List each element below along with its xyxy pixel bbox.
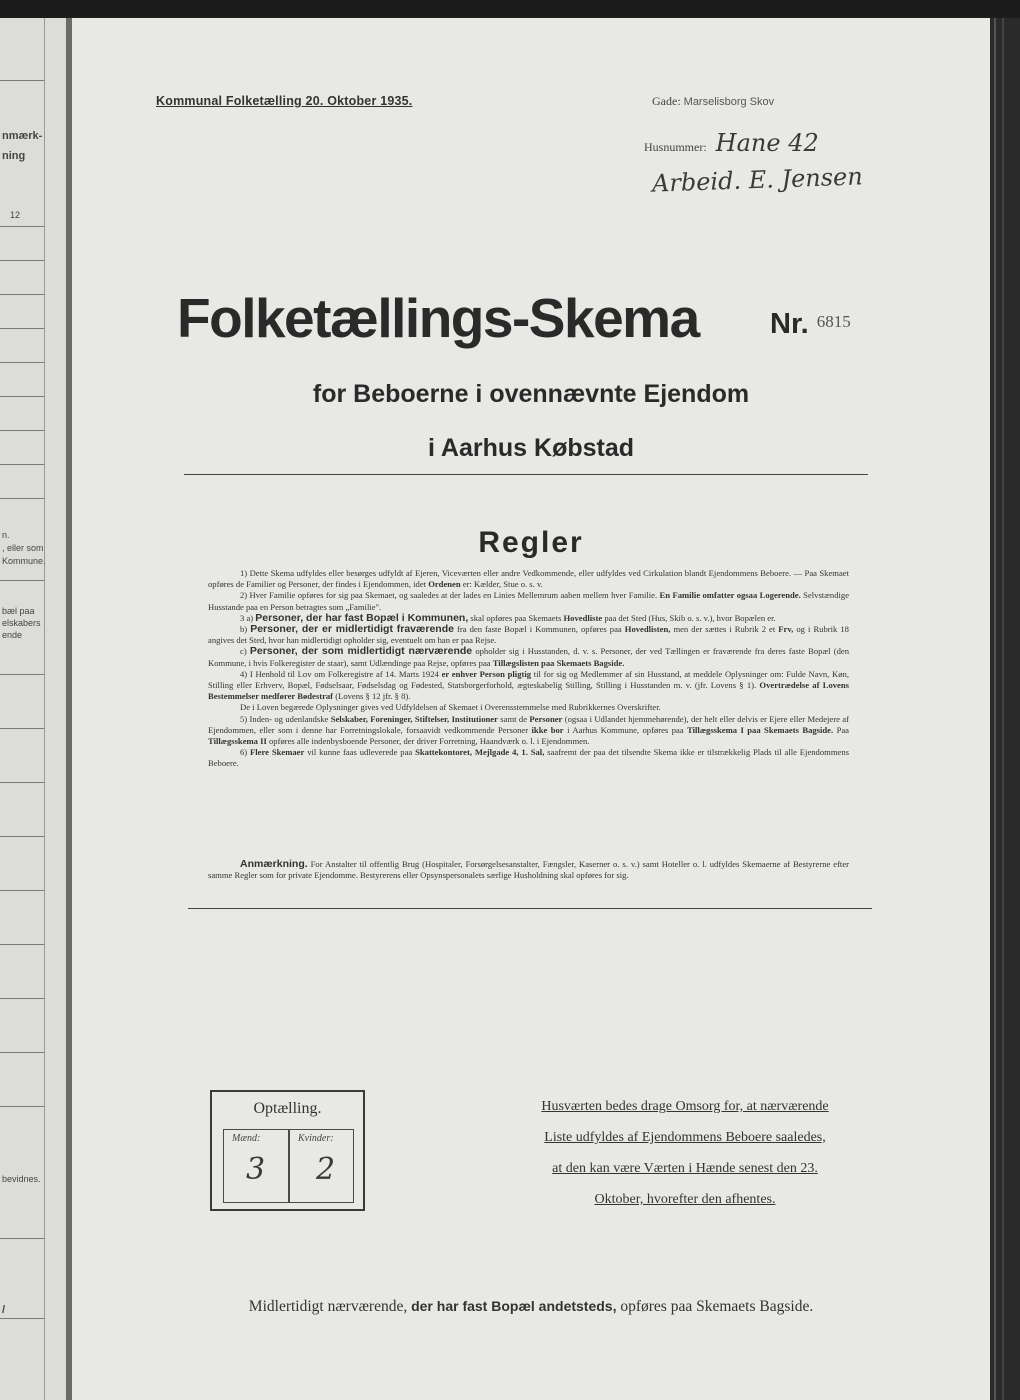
census-form-page: [72, 18, 990, 1400]
men-count: 3: [246, 1152, 266, 1187]
census-header-line: Kommunal Folketælling 20. Oktober 1935.: [156, 94, 413, 108]
men-label: Mænd:: [232, 1133, 261, 1144]
footer-note: [72, 1298, 990, 1316]
rule-3a: 3 a) Personer, der har fast Bopæl i Kommunen, skal opføres paa Skemaets Hovedliste paa det Sted (Hus, Skib o. s. v.), hvor Bopælen er.: [240, 611, 776, 624]
divider: [184, 474, 868, 475]
left-page-text: bæl paa: [2, 606, 35, 616]
street-value: Marselisborg Skov: [683, 96, 775, 108]
left-page-rule: [0, 944, 44, 945]
left-page-text: ning: [2, 150, 26, 162]
rule-4b: De i Loven begærede Oplysninger gives ved Udfyldelsen af Skemaet i Overensstemmelse med Rubrikkernes Overskrifter.: [240, 702, 661, 713]
left-page-text: /: [2, 1304, 6, 1316]
left-page-rule: [0, 1052, 44, 1053]
rule-4: 4) I Henhold til Lov om Folkeregistre af 14. Marts 1924 er enhver Person pligtig til for sig og Medlemmer af sin Husstand, at meddele Oplysninger om: Fulde Navn, Køn, Stilling eller Erhverv, Bopæl, Fødselsaar, Fødselsdag og Fødested, Statsborgerforhold, ægteskabelig Stilling, Stilling i Husstanden m. v. (jfr. Lovens § 1). Overtrædelse af Lovens Bestemmelser medfører Bødestraf (Lovens § 12 jfr. § 8).: [208, 668, 849, 702]
note-paragraph: [208, 859, 849, 881]
host-notice-line: at den kan være Værten i Hænde senest den 23.: [552, 1161, 818, 1176]
left-page-rule: [0, 580, 44, 581]
left-page-rule: [0, 1106, 44, 1107]
left-page-rule: [0, 1318, 44, 1319]
page-edge-strip: [1002, 18, 1004, 1400]
count-box: [210, 1090, 365, 1211]
left-page-rule: [0, 782, 44, 783]
left-page-rule: [0, 890, 44, 891]
footer-text: Midlertidigt nærværende,: [248, 1298, 408, 1315]
left-page-rule: [0, 430, 44, 431]
left-page-rule: [0, 498, 44, 499]
women-count: 2: [316, 1152, 336, 1187]
rule-2: 2) Hver Familie opføres for sig paa Skemaet, og saaledes at der lades en Linies Mellemrum aaben mellem hver Familie. En Familie omfatter ogsaa Logerende. Selvstændige Husstande paa en Person betragtes som „Familie".: [208, 590, 850, 612]
left-page-rule: [0, 728, 44, 729]
left-page-rule: [0, 674, 44, 675]
left-page-rule: [0, 464, 44, 465]
left-page-rule: [0, 1238, 44, 1239]
divider: [188, 908, 872, 909]
left-page-rule: [0, 396, 44, 397]
left-page-fragment: [0, 18, 66, 1400]
host-notice: [512, 1096, 858, 1220]
note-label: Anmærkning.: [240, 858, 308, 870]
left-page-text: nmærk-: [2, 130, 43, 142]
form-title: Folketællings-Skema: [177, 287, 699, 349]
left-page-margin-line: [44, 18, 45, 1400]
left-page-rule: [0, 328, 44, 329]
left-page-text: ende: [2, 630, 23, 640]
count-box-table: [223, 1129, 354, 1203]
left-page-rule: [0, 260, 44, 261]
page-edge: [990, 18, 1020, 1400]
host-notice-line: Liste udfyldes af Ejendommens Beboere saaledes,: [544, 1130, 826, 1145]
left-page-rule: [0, 80, 44, 81]
left-page-rule: [0, 294, 44, 295]
house-number-value: Hane 42: [715, 129, 819, 157]
form-number-value: 6815: [816, 312, 851, 331]
left-page-text: elskabers: [2, 618, 41, 628]
left-page-text: 12: [10, 210, 21, 220]
host-notice-line: Husværten bedes drage Omsorg for, at nærværende: [541, 1099, 829, 1114]
rule-5: 5) Inden- og udenlandske Selskaber, Foreninger, Stiftelser, Institutioner samt de Personer (ogsaa i Udlandet hjemmehørende), der helt eller delvis er Ejere eller Medejere af Ejendommen, eller som i denne har Forretningslokale, forsaavidt vedkommende Personer ikke bor i Aarhus Kommune, opføres paa Tillægsskema I paa Skemaets Bagside. Paa Tillægsskema II opføres alle indenbysboende Personer, der driver Forretning, Haandværk o. l. i Ejendommen.: [208, 713, 849, 747]
women-label: Kvinder:: [298, 1133, 334, 1144]
rule-3c: c) Personer, der som midlertidigt nærværende opholder sig i Husstanden, d. v. s. Personer, der ved Tællingen er fraværende fra deres faste Bopæl (den Kommune, i hvis Folkeregister de staar), samt Udlændinge paa Rejse, opføres paa Tillægslisten paa Skemaets Bagside.: [208, 645, 850, 668]
count-box-title: Optælling.: [253, 1100, 322, 1117]
form-number-label: Nr.: [770, 308, 809, 340]
street-field: [652, 94, 774, 109]
note-text: For Anstalter til offentlig Brug (Hospitaler, Forsørgelsesanstalter, Fængsler, Kaserner o. s. v.) samt Hoteller o. l. udfyldes Skemaerne af Bestyrerne efter samme Regler som for private Ejendomme. Bestyrerens eller Opsynspersonalets særlige Husholdning skal opføres for sig.: [208, 859, 849, 881]
form-subtitle-location: i Aarhus Købstad: [427, 434, 635, 462]
footer-bold: der har fast Bopæl andetsteds,: [411, 1298, 617, 1314]
form-subtitle: for Beboerne i ovennævnte Ejendom: [312, 380, 750, 408]
left-page-text: , eller som: [2, 543, 44, 553]
left-page-text: Kommune.: [2, 556, 46, 566]
handwritten-signature: Arbeid. E. Jensen: [651, 162, 864, 198]
street-label: Gade:: [652, 94, 681, 108]
left-page-text: bevidnes.: [2, 1174, 41, 1184]
rule-6: 6) Flere Skemaer vil kunne faas udleverede paa Skattekontoret, Mejlgade 4, 1. Sal, saafremt der paa det tilsendte Skema ikke er tilstrækkelig Plads til alle Ejendommens Beboere.: [208, 747, 849, 769]
rule-1: 1) Dette Skema udfyldes eller besørges udfyldt af Ejeren, Viceværten eller andre Vedkommende, eller udfyldes ved Cirkulation blandt Ejendommens Beboere. — Paa Skemaet opføres de Familier og Personer, der findes i Ejendommen, idet Ordenen er: Kælder, Stue o. s. v.: [208, 568, 849, 590]
rules-body: [208, 568, 849, 770]
footer-text-end: opføres paa Skemaets Bagside.: [620, 1298, 814, 1315]
form-number: [770, 308, 851, 341]
page-edge-strip: [994, 18, 996, 1400]
left-page-text: n.: [2, 530, 10, 540]
left-page-rule: [0, 362, 44, 363]
count-box-divider: [288, 1130, 290, 1202]
host-notice-line: Oktober, hvorefter den afhentes.: [594, 1192, 776, 1207]
left-page-rule: [0, 226, 44, 227]
house-number-field: [644, 129, 819, 157]
rule-3b: b) Personer, der er midlertidigt fraværende fra den faste Bopæl i Kommunen, opføres paa Hovedlisten, men der sættes i Rubrik 2 et Frv, og i Rubrik 18 angives det Sted, hvor han midlertidigt opholder sig, eventuelt om han er paa Rejse.: [208, 623, 849, 646]
left-page-rule: [0, 836, 44, 837]
left-page-rule: [0, 998, 44, 999]
rules-heading: Regler: [478, 526, 584, 559]
house-number-label: Husnummer:: [644, 140, 707, 154]
